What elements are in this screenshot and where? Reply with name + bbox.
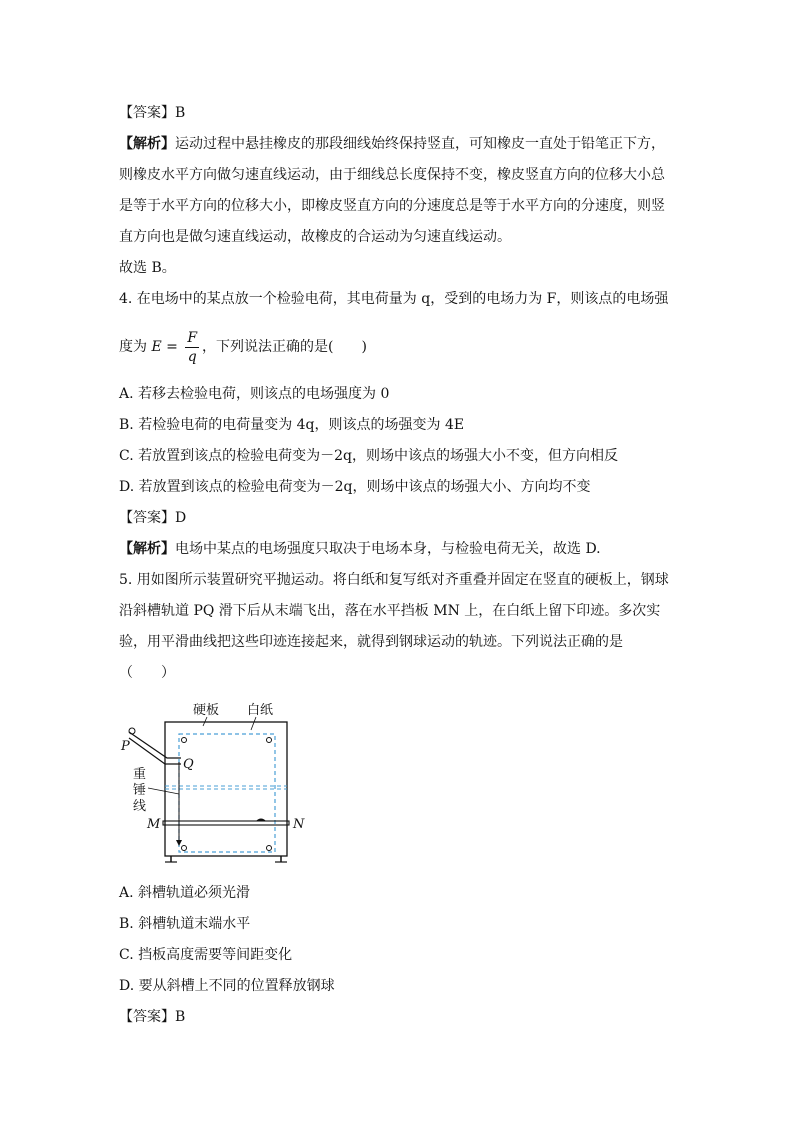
q4-option-d: D. 若放置到该点的检验电荷变为－2q，则场中该点的场强大小、方向均不变 <box>119 479 591 495</box>
explanation-q3-line4: 直方向也是做匀速直线运动，故橡皮的合运动为匀速直线运动。 <box>119 229 511 245</box>
q5-option-b: B. 斜槽轨道末端水平 <box>119 916 251 932</box>
label-plumb-2: 锤 <box>133 783 147 798</box>
explanation-q4 <box>119 539 601 559</box>
ball-mark <box>256 819 266 822</box>
q5-option-a: A. 斜槽轨道必须光滑 <box>119 885 251 901</box>
screw-icon <box>182 738 187 743</box>
question-5-line2: 沿斜槽轨道 PQ 滑下后从末端飞出，落在水平挡板 MN 上，在白纸上留下印迹。多次实 <box>119 603 661 619</box>
explanation-text: 运动过程中悬挂橡皮的那段细线始终保持竖直，可知橡皮一直处于铅笔正下方， <box>175 136 665 152</box>
q4-fraction <box>185 329 199 366</box>
chute-track <box>129 732 181 758</box>
label-n: N <box>293 817 305 832</box>
q4-option-c: C. 若放置到该点的检验电荷变为－2q，则场中该点的场强大小不变，但方向相反 <box>119 448 618 464</box>
screw-icon <box>267 846 272 851</box>
explanation-q3-line3: 是等于水平方向的位移大小，即橡皮竖直方向的分速度总是等于水平方向的分速度，则竖 <box>119 198 665 214</box>
question-5-line4: （ ） <box>119 665 175 681</box>
q4-prefix: 度为 <box>119 339 147 355</box>
q5-option-d: D. 要从斜槽上不同的位置释放钢球 <box>119 978 335 994</box>
answer-q5: 【答案】B <box>119 1009 186 1025</box>
label-plumb-1: 重 <box>133 767 147 782</box>
white-paper <box>179 734 275 852</box>
plumb-bob <box>176 840 182 846</box>
q5-option-c: C. 挡板高度需要等间距变化 <box>119 947 293 963</box>
screw-icon <box>267 738 272 743</box>
q4-suffix: ，下列说法正确的是( ) <box>202 339 367 355</box>
answer-q4: 【答案】D <box>119 510 187 526</box>
explanation-q3-line1 <box>119 134 665 154</box>
steel-ball <box>129 728 135 734</box>
label-q: Q <box>183 757 194 772</box>
fraction-denominator: q <box>187 348 197 365</box>
label-p: P <box>121 739 130 754</box>
fraction-numerator: F <box>187 329 198 346</box>
projectile-apparatus-figure <box>115 690 305 870</box>
question-5-line1: 5. 用如图所示装置研究平抛运动。将白纸和复写纸对齐重叠并固定在竖直的硬板上，钢球 <box>119 572 669 588</box>
explanation-text: 电场中某点的电场强度只取决于电场本身，与检验电荷无关，故选 D. <box>175 541 601 557</box>
question-4-line1: 4. 在电场中的某点放一个检验电荷，其电荷量为 q，受到的电场力为 F，则该点的电场强 <box>119 291 669 307</box>
label-plumb-3: 线 <box>133 799 147 814</box>
baffle-mn <box>163 821 289 825</box>
label-m: M <box>147 817 161 832</box>
explanation-tag: 【解析】 <box>119 541 175 557</box>
explanation-q3-line2: 则橡皮水平方向做匀速直线运动，由于细线总长度保持不变，橡皮竖直方向的位移大小总 <box>119 167 665 183</box>
q4-option-a: A. 若移去检验电荷，则该点的电场强度为 0 <box>119 386 390 402</box>
explanation-tag: 【解析】 <box>119 136 175 152</box>
q4-option-b: B. 若检验电荷的电荷量变为 4q，则该点的场强变为 4E <box>119 417 465 433</box>
q4-formula-lhs: E = <box>151 339 178 355</box>
label-paper: 白纸 <box>247 703 274 718</box>
question-4-line2 <box>119 328 367 366</box>
screw-icon <box>182 846 187 851</box>
answer-q3: 【答案】B <box>119 105 186 121</box>
question-5-line3: 验，用平滑曲线把这些印迹连接起来，就得到钢球运动的轨迹。下列说法正确的是 <box>119 634 623 650</box>
label-board: 硬板 <box>193 703 220 718</box>
explanation-q3-line5: 故选 B。 <box>119 260 176 276</box>
